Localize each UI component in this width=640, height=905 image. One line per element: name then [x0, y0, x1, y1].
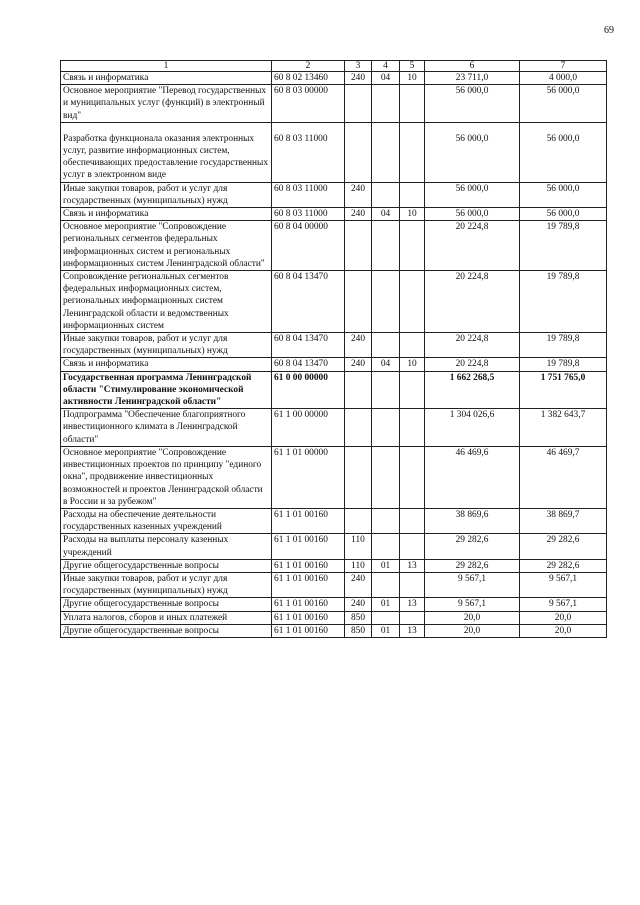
table-header-row — [61, 61, 607, 72]
row-col5-cell — [400, 409, 425, 447]
row-col5-cell — [400, 572, 425, 597]
row-code-cell: 60 8 03 11000 — [272, 122, 345, 182]
row-col4-cell — [372, 182, 400, 207]
row-code-cell: 61 1 01 00160 — [272, 534, 345, 559]
table-row — [61, 559, 607, 572]
row-col4-cell — [372, 333, 400, 358]
row-col4-cell — [372, 534, 400, 559]
row-col3-cell — [345, 446, 372, 508]
row-col3-cell — [345, 271, 372, 333]
row-col5-cell — [400, 122, 425, 182]
row-value7-cell: 29 282,6 — [520, 534, 607, 559]
row-col3-cell: 240 — [345, 333, 372, 358]
row-code-cell: 60 8 04 13470 — [272, 333, 345, 358]
row-value7-cell: 19 789,8 — [520, 271, 607, 333]
row-col5-cell — [400, 371, 425, 409]
table-row — [61, 358, 607, 371]
row-value6-cell: 20,0 — [425, 624, 520, 637]
row-value6-cell: 38 869,6 — [425, 508, 520, 533]
row-name-cell: Разработка функционала оказания электронных услуг, развитие информационных систем, обеспечивающих предоставление государственных услуг в электронном виде — [61, 122, 272, 182]
row-col5-cell — [400, 508, 425, 533]
row-name-cell: Основное мероприятие "Сопровождение инвестиционных проектов по принципу "единого окна", продвижение инвестиционных возможностей и проектов Ленинградской области в России и за рубежом" — [61, 446, 272, 508]
row-value7-cell: 20,0 — [520, 611, 607, 624]
row-code-cell: 60 8 02 13460 — [272, 72, 345, 85]
table-row — [61, 371, 607, 409]
row-col3-cell — [345, 371, 372, 409]
row-name-cell: Основное мероприятие "Сопровождение региональных сегментов федеральных информационных систем и региональных информационных систем Ленинградской области" — [61, 221, 272, 271]
row-col4-cell — [372, 508, 400, 533]
row-col4-cell: 01 — [372, 559, 400, 572]
table-row — [61, 611, 607, 624]
row-code-cell: 61 1 01 00000 — [272, 446, 345, 508]
table-row — [61, 208, 607, 221]
row-value6-cell: 23 711,0 — [425, 72, 520, 85]
row-value6-cell: 56 000,0 — [425, 208, 520, 221]
row-name-cell: Основное мероприятие "Перевод государственных и муниципальных услуг (функций) в электронный вид" — [61, 85, 272, 123]
header-cell: 7 — [520, 61, 607, 72]
row-col5-cell — [400, 611, 425, 624]
row-code-cell: 61 1 01 00160 — [272, 611, 345, 624]
row-value7-cell: 19 789,8 — [520, 333, 607, 358]
row-name-cell: Другие общегосударственные вопросы — [61, 598, 272, 611]
row-value6-cell: 20 224,8 — [425, 333, 520, 358]
row-name-cell: Расходы на обеспечение деятельности государственных казенных учреждений — [61, 508, 272, 533]
row-value7-cell: 56 000,0 — [520, 85, 607, 123]
row-code-cell: 60 8 04 13470 — [272, 358, 345, 371]
row-value6-cell: 1 304 026,6 — [425, 409, 520, 447]
row-value7-cell: 38 869,7 — [520, 508, 607, 533]
row-col4-cell — [372, 85, 400, 123]
row-name-cell: Расходы на выплаты персоналу казенных учреждений — [61, 534, 272, 559]
row-value6-cell: 1 662 268,5 — [425, 371, 520, 409]
row-value6-cell: 20 224,8 — [425, 271, 520, 333]
row-code-cell: 60 8 03 11000 — [272, 208, 345, 221]
row-col5-cell: 10 — [400, 72, 425, 85]
row-name-cell: Государственная программа Ленинградской области "Стимулирование экономической активности Ленинградской области" — [61, 371, 272, 409]
row-name-cell: Уплата налогов, сборов и иных платежей — [61, 611, 272, 624]
row-code-cell: 61 1 01 00160 — [272, 559, 345, 572]
row-col4-cell: 04 — [372, 358, 400, 371]
row-value7-cell: 19 789,8 — [520, 221, 607, 271]
table-row — [61, 409, 607, 447]
row-name-cell: Иные закупки товаров, работ и услуг для государственных (муниципальных) нужд — [61, 182, 272, 207]
budget-table — [60, 60, 607, 638]
table-row — [61, 598, 607, 611]
row-col3-cell: 240 — [345, 572, 372, 597]
row-col3-cell — [345, 221, 372, 271]
row-value6-cell: 56 000,0 — [425, 122, 520, 182]
row-col3-cell — [345, 508, 372, 533]
row-col3-cell: 240 — [345, 358, 372, 371]
row-col4-cell: 04 — [372, 208, 400, 221]
row-col4-cell — [372, 572, 400, 597]
row-col3-cell: 110 — [345, 534, 372, 559]
row-col3-cell: 850 — [345, 624, 372, 637]
table-row — [61, 271, 607, 333]
header-cell: 2 — [272, 61, 345, 72]
row-col3-cell: 240 — [345, 72, 372, 85]
row-col4-cell — [372, 371, 400, 409]
row-col5-cell: 10 — [400, 358, 425, 371]
row-value6-cell: 56 000,0 — [425, 85, 520, 123]
row-col4-cell: 01 — [372, 624, 400, 637]
row-value7-cell: 4 000,0 — [520, 72, 607, 85]
table-row — [61, 333, 607, 358]
row-code-cell: 61 1 01 00160 — [272, 572, 345, 597]
table-row — [61, 534, 607, 559]
row-col5-cell — [400, 271, 425, 333]
row-value7-cell: 56 000,0 — [520, 208, 607, 221]
row-name-cell: Сопровождение региональных сегментов федеральных информационных систем, региональных информационных систем Ленинградской области и ведомственных информационных систем — [61, 271, 272, 333]
table-row — [61, 446, 607, 508]
row-name-cell: Связь и информатика — [61, 358, 272, 371]
row-col4-cell — [372, 611, 400, 624]
table-row — [61, 572, 607, 597]
row-name-cell: Иные закупки товаров, работ и услуг для государственных (муниципальных) нужд — [61, 333, 272, 358]
row-col5-cell: 10 — [400, 208, 425, 221]
row-value7-cell: 9 567,1 — [520, 572, 607, 597]
header-cell: 1 — [61, 61, 272, 72]
row-code-cell: 61 1 01 00160 — [272, 508, 345, 533]
row-value7-cell: 56 000,0 — [520, 182, 607, 207]
row-value7-cell: 46 469,7 — [520, 446, 607, 508]
row-col3-cell — [345, 85, 372, 123]
table-row — [61, 182, 607, 207]
row-col4-cell: 04 — [372, 72, 400, 85]
row-col5-cell — [400, 446, 425, 508]
row-col3-cell — [345, 122, 372, 182]
header-cell: 3 — [345, 61, 372, 72]
row-col5-cell: 13 — [400, 624, 425, 637]
row-value7-cell: 29 282,6 — [520, 559, 607, 572]
row-name-cell: Связь и информатика — [61, 208, 272, 221]
page-number: 69 — [604, 25, 614, 36]
row-col5-cell — [400, 333, 425, 358]
row-code-cell: 60 8 03 00000 — [272, 85, 345, 123]
row-value6-cell: 46 469,6 — [425, 446, 520, 508]
row-value6-cell: 9 567,1 — [425, 598, 520, 611]
row-code-cell: 61 0 00 00000 — [272, 371, 345, 409]
header-cell: 6 — [425, 61, 520, 72]
row-col4-cell — [372, 122, 400, 182]
table-row — [61, 508, 607, 533]
row-col4-cell — [372, 409, 400, 447]
header-cell: 5 — [400, 61, 425, 72]
row-value7-cell: 56 000,0 — [520, 122, 607, 182]
row-code-cell: 61 1 01 00160 — [272, 624, 345, 637]
row-col4-cell — [372, 271, 400, 333]
table-row — [61, 624, 607, 637]
row-name-cell: Подпрограмма "Обеспечение благоприятного инвестиционного климата в Ленинградской области" — [61, 409, 272, 447]
row-col3-cell: 240 — [345, 182, 372, 207]
row-col3-cell: 240 — [345, 208, 372, 221]
row-value7-cell: 20,0 — [520, 624, 607, 637]
row-code-cell: 61 1 01 00160 — [272, 598, 345, 611]
row-col4-cell — [372, 446, 400, 508]
row-code-cell: 60 8 04 13470 — [272, 271, 345, 333]
table-row — [61, 85, 607, 123]
row-col4-cell — [372, 221, 400, 271]
row-col3-cell: 850 — [345, 611, 372, 624]
row-value6-cell: 29 282,6 — [425, 559, 520, 572]
row-value7-cell: 19 789,8 — [520, 358, 607, 371]
row-code-cell: 61 1 00 00000 — [272, 409, 345, 447]
row-col3-cell: 240 — [345, 598, 372, 611]
row-value7-cell: 9 567,1 — [520, 598, 607, 611]
row-col4-cell: 01 — [372, 598, 400, 611]
header-cell: 4 — [372, 61, 400, 72]
row-value6-cell: 20,0 — [425, 611, 520, 624]
table-row — [61, 72, 607, 85]
row-value6-cell: 56 000,0 — [425, 182, 520, 207]
row-col5-cell — [400, 221, 425, 271]
row-value6-cell: 20 224,8 — [425, 221, 520, 271]
row-value6-cell: 29 282,6 — [425, 534, 520, 559]
row-code-cell: 60 8 03 11000 — [272, 182, 345, 207]
row-value6-cell: 20 224,8 — [425, 358, 520, 371]
row-name-cell: Другие общегосударственные вопросы — [61, 559, 272, 572]
row-value7-cell: 1 382 643,7 — [520, 409, 607, 447]
row-name-cell: Другие общегосударственные вопросы — [61, 624, 272, 637]
table-row — [61, 122, 607, 182]
row-name-cell: Иные закупки товаров, работ и услуг для государственных (муниципальных) нужд — [61, 572, 272, 597]
row-col5-cell: 13 — [400, 559, 425, 572]
row-value6-cell: 9 567,1 — [425, 572, 520, 597]
row-name-cell: Связь и информатика — [61, 72, 272, 85]
row-col5-cell: 13 — [400, 598, 425, 611]
row-col5-cell — [400, 182, 425, 207]
table-row — [61, 221, 607, 271]
row-col3-cell — [345, 409, 372, 447]
row-col5-cell — [400, 534, 425, 559]
row-code-cell: 60 8 04 00000 — [272, 221, 345, 271]
row-col3-cell: 110 — [345, 559, 372, 572]
row-col5-cell — [400, 85, 425, 123]
row-value7-cell: 1 751 765,0 — [520, 371, 607, 409]
